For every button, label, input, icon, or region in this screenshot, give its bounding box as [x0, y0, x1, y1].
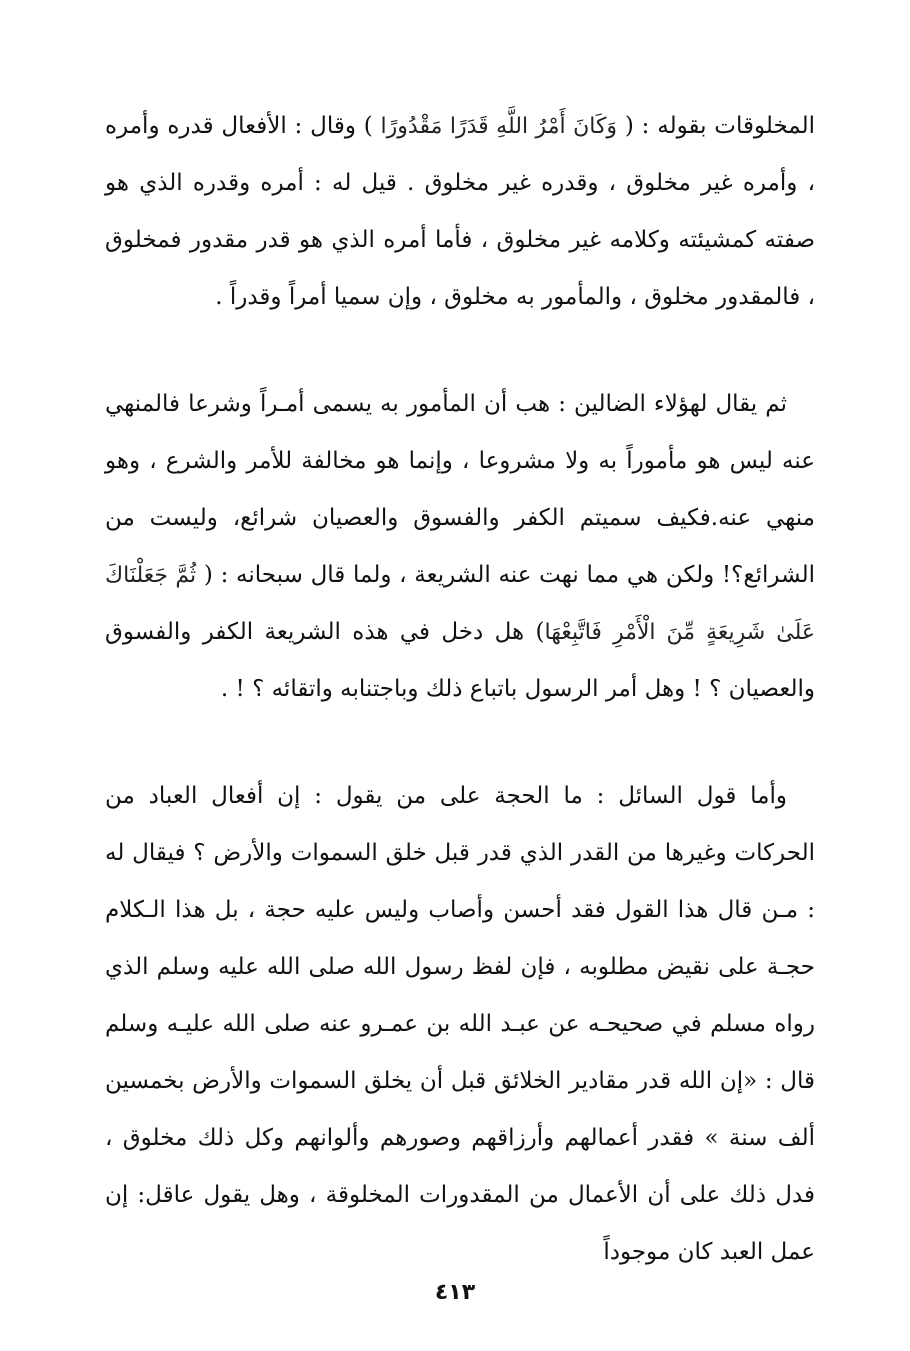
paragraph-2-text: ثم يقال لهؤلاء الضالين : هب أن المأمور به يسمى أمـراً وشرعا فالمنهي عنه ليس هو مأموراً به ولا مشروعا ، وإنما هو مخالفة للأمر والشرع ، وهو منهي عنه.فكيف سميتم الكفر والفسوق والعصيان شرائع، وليست من الشرائع؟! ولكن هي مما نهت عنه الشريعة ، ولما قال سبحانه : ( — [105, 391, 815, 588]
paragraph-1-text-cont: ) وقال : الأفعال قدره وأمره ، وأمره غير مخلوق ، وقدره غير مخلوق . قيل له : أمره وقدره الذي هو صفته كمشيئته وكلامه غير مخلوق ، فأما أمره الذي هو قدر مقدور فمخلوق ، فالمقدور مخلوق ، والمأمور به مخلوق ، وإن سميا أمراً وقدراً . — [105, 113, 815, 310]
quran-verse-1: وَكَانَ أَمْرُ اللَّهِ قَدَرًا مَقْدُورًا — [380, 114, 618, 139]
paragraph-2 — [105, 376, 815, 718]
paragraph-3-text: وأما قول السائل : ما الحجة على من يقول : إن أفعال العباد من الحركات وغيرها من القدر الذي قدر قبل خلق السموات والأرض ؟ فيقال له : مـن قال هذا القول فقد أحسن وأصاب وليس عليه حجة ، بل هذا الـكلام حجـة على نقيض مطلوبه ، فإن لفظ رسول الله صلى الله عليه وسلم الذي رواه مسلم في صحيحـه عن عبـد الله بن عمـرو عنه صلى الله عليـه وسلم قال : «إن الله قدر مقادير الخلائق قبل أن يخلق السموات والأرض بخمسين ألف سنة » فقدر أعمالهم وأرزاقهم وصورهم وألوانهم وكل ذلك مخلوق ، فدل ذلك على أن الأعمال من المقدورات المخلوقة ، وهل يقول عاقل: إن عمل العبد كان موجوداً — [105, 783, 815, 1265]
quran-verse-2: ثُمَّ جَعَلْنَاكَ عَلَىٰ شَرِيعَةٍ مِّنَ الْأَمْرِ فَاتَّبِعْهَا — [105, 563, 815, 645]
paragraph-2-text-cont: ) هل دخل في هذه الشريعة الكفر والفسوق والعصيان ؟ ! وهل أمر الرسول باتباع ذلك وباجتنابه واتقائه ؟ ! . — [105, 619, 815, 702]
page-number: ٤١٣ — [434, 1280, 476, 1305]
paragraph-1 — [105, 98, 815, 326]
paragraph-3 — [105, 768, 815, 1281]
paragraph-1-text: المخلوقات بقوله : ( — [617, 113, 816, 139]
page-body — [105, 98, 815, 1281]
